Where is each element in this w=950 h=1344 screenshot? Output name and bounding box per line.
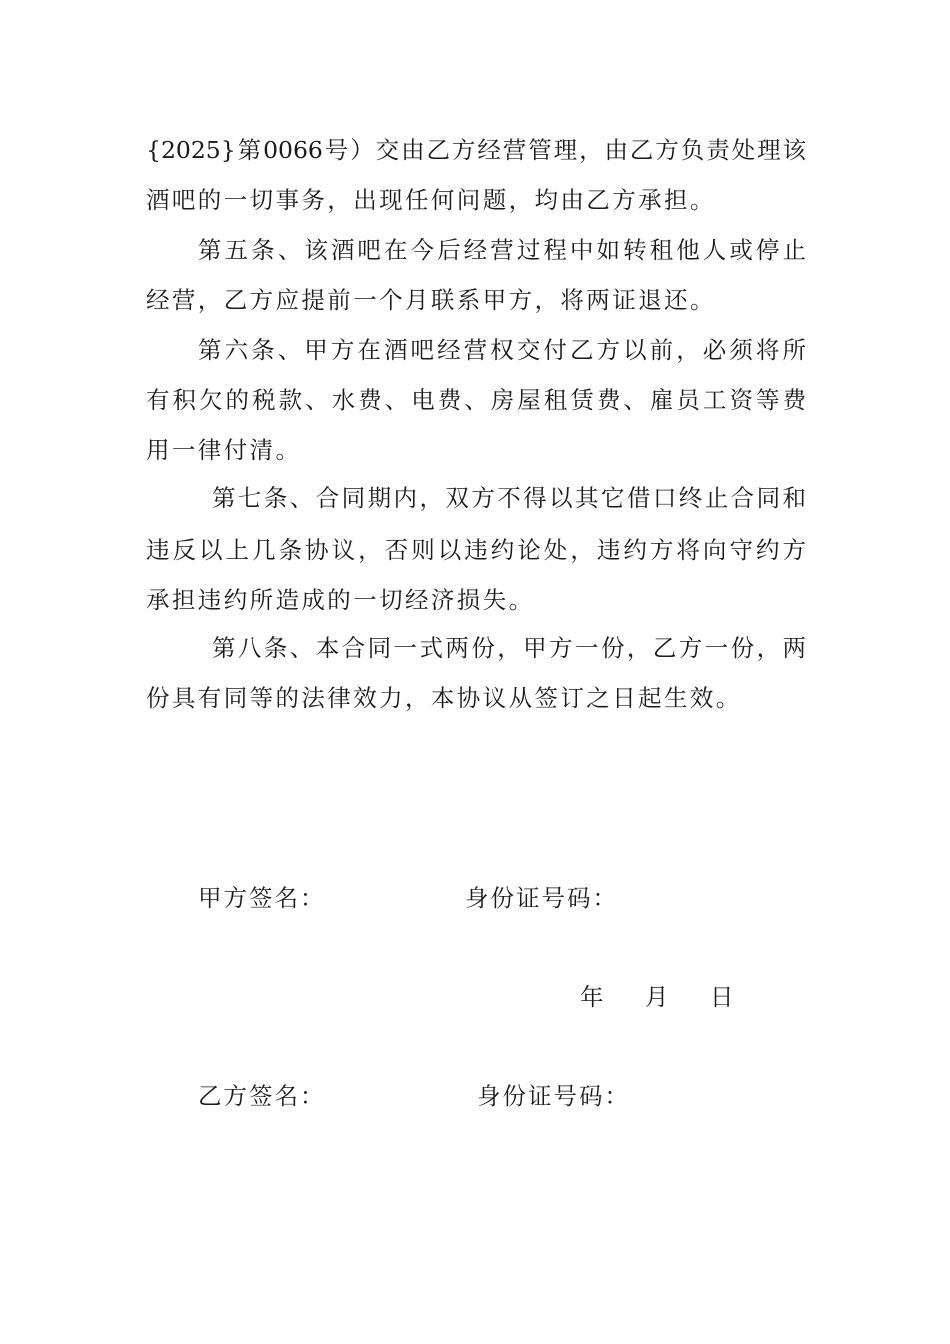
paragraph-line: 承担违约所造成的一切经济损失。 — [146, 586, 535, 614]
paragraph-line: 份具有同等的法律效力，本协议从签订之日起生效。 — [146, 684, 742, 712]
paragraph-line: {2025}第0066号）交由乙方经营管理，由乙方负责处理该 — [146, 136, 806, 164]
party-b-id-label: 身份证号码： — [477, 1082, 630, 1110]
paragraph-line: 经营，乙方应提前一个月联系甲方，将两证退还。 — [146, 286, 716, 314]
party-a-signature-label: 甲方签名： — [198, 884, 326, 912]
paragraph-line: 有积欠的税款、水费、电费、房屋租赁费、雇员工资等费 — [146, 386, 806, 414]
paragraph-line: 酒吧的一切事务，出现任何问题，均由乙方承担。 — [146, 186, 716, 214]
date-month: 月 — [645, 983, 669, 1011]
date-day: 日 — [710, 983, 734, 1011]
party-a-id-label: 身份证号码： — [465, 884, 618, 912]
date-year: 年 — [580, 983, 604, 1011]
paragraph-line: 用一律付清。 — [146, 436, 302, 464]
paragraph-line: 违反以上几条协议，否则以违约论处，违约方将向守约方 — [146, 536, 806, 564]
article-8-line: 第八条、本合同一式两份，甲方一份，乙方一份，两 — [212, 634, 806, 662]
party-b-signature-label: 乙方签名： — [198, 1082, 326, 1110]
article-7-line: 第七条、合同期内，双方不得以其它借口终止合同和 — [212, 484, 806, 512]
article-5-line: 第五条、该酒吧在今后经营过程中如转租他人或停止 — [198, 236, 806, 264]
article-6-line: 第六条、甲方在酒吧经营权交付乙方以前，必须将所 — [198, 336, 806, 364]
